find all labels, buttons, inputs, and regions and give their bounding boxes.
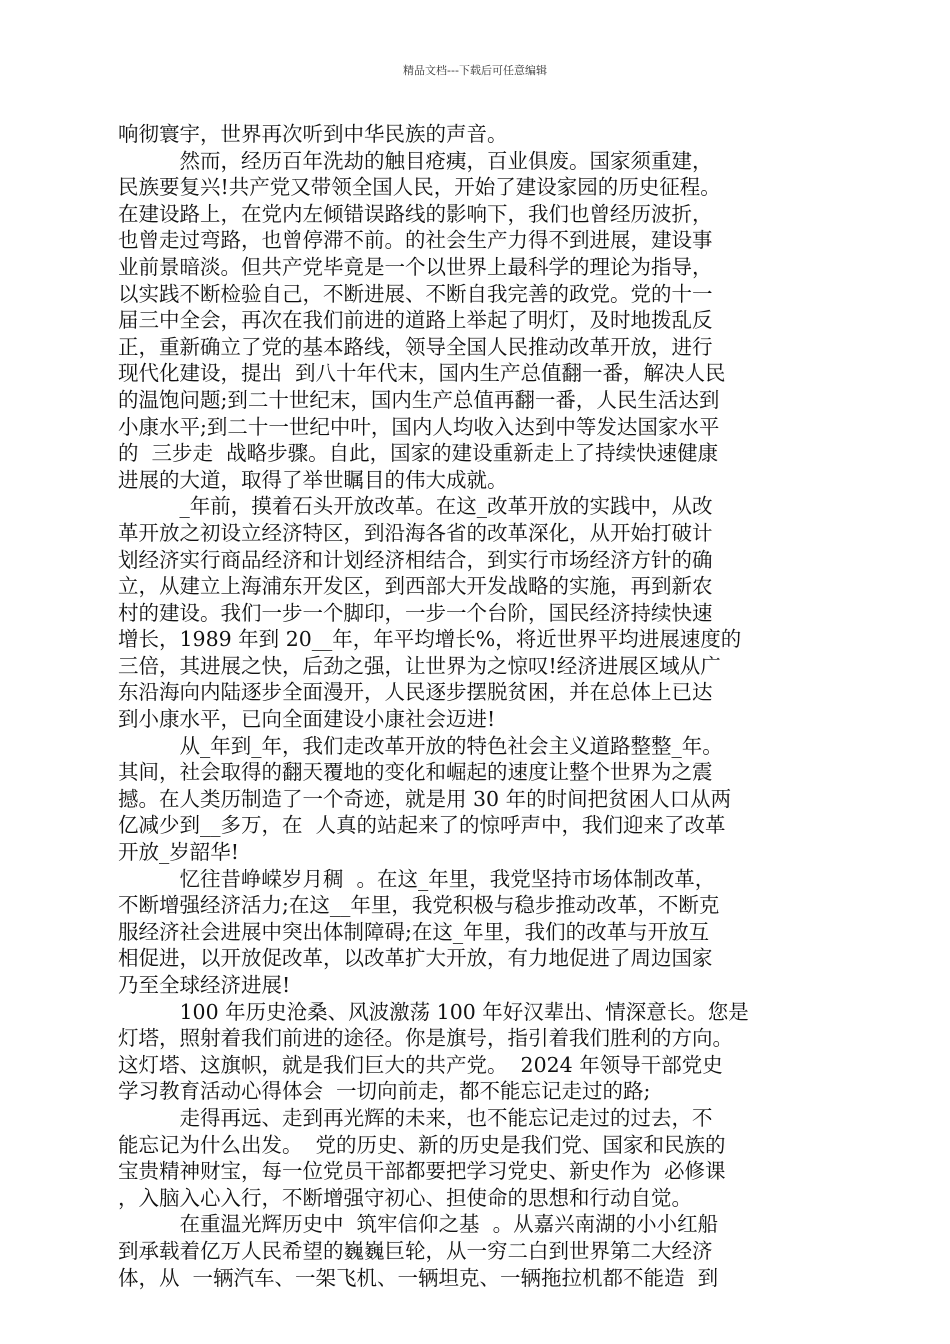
page-header: 精品文档---下载后可任意编辑 (403, 64, 547, 77)
text-line: ，入脑入心入行，不断增强守初心、担使命的思想和行动自觉。 (118, 1185, 692, 1210)
text-line: 其间，社会取得的翻天覆地的变化和崛起的速度让整个世界为之震 (118, 760, 713, 785)
text-line: 乃至全球经济进展! (118, 973, 291, 997)
text-line: 服经济社会进展中突出体制障碍;在这_年里，我们的改革与开放互 (118, 919, 710, 944)
text-line: 响彻寰宇，世界再次听到中华民族的声音。 (118, 122, 508, 146)
text-line: 撼。在人类历制造了一个奇迹，就是用 30 年的时间把贫困人口从两 (118, 786, 732, 811)
text-line: 在重温光辉历史中 筑牢信仰之基 。从嘉兴南湖的小小红船 (118, 1212, 719, 1237)
document-body (118, 121, 818, 1291)
text-line: 100 年历史沧桑、风波激荡 100 年好汉辈出、情深意长。您是 (118, 999, 749, 1024)
text-line: 业前景暗淡。但共产党毕竟是一个以世界上最科学的理论为指导， (118, 254, 713, 279)
text-line: 能忘记为什么出发。 党的历史、新的历史是我们党、国家和民族的 (118, 1132, 726, 1157)
text-line: 这灯塔、这旗帜，就是我们巨大的共产党。 2024 年领导干部党史 (118, 1052, 723, 1077)
text-line: 立，从建立上海浦东开发区，到西部大开发战略的实施，再到新农 (118, 574, 713, 599)
text-line: 民族要复兴!共产党又带领全国人民，开始了建设家园的历史征程。 (118, 175, 721, 200)
text-line: 也曾走过弯路，也曾停滞不前。的社会生产力得不到进展，建设事 (118, 228, 713, 253)
text-line: 走得再远、走到再光辉的未来，也不能忘记走过的过去，不 (118, 1105, 713, 1130)
text-line: 在建设路上，在党内左倾错误路线的影响下，我们也曾经历波折， (118, 201, 713, 226)
text-line: 进展的大道，取得了举世瞩目的伟大成就。 (118, 467, 508, 492)
text-line: 东沿海向内陆逐步全面漫开，人民逐步摆脱贫困，并在总体上已达 (118, 680, 713, 705)
text-line: 到承载着亿万人民希望的巍巍巨轮，从一穷二白到世界第二大经济 (118, 1238, 713, 1263)
text-line: 然而，经历百年洗劫的触目疮痍，百业俱废。国家须重建， (118, 148, 713, 173)
text-line: 体，从 一辆汽车、一架飞机、一辆坦克、一辆拖拉机都不能造 到 (118, 1265, 719, 1290)
text-line: 增长，1989 年到 20__年，年平均增长%，将近世界平均进展速度的 (118, 627, 742, 652)
text-line: 三倍，其进展之快，后劲之强，让世界为之惊叹!经济进展区域从广 (118, 653, 721, 678)
text-line: 的 三步走 战略步骤。自此，国家的建设重新走上了持续快速健康 (118, 441, 719, 466)
text-line: 届三中全会，再次在我们前进的道路上举起了明灯，及时地拨乱反 (118, 308, 713, 333)
text-line: 忆往昔峥嵘岁月稠 。在这_年里，我党坚持市场体制改革， (118, 866, 716, 891)
text-line: 不断增强经济活力;在这__年里，我党积极与稳步推动改革，不断克 (118, 893, 720, 918)
text-line: 革开放之初设立经济特区，到沿海各省的改革深化，从开始打破计 (118, 520, 713, 545)
text-line: 灯塔，照射着我们前进的途径。你是旗号，指引着我们胜利的方向。 (118, 1026, 733, 1051)
text-line: 正，重新确立了党的基本路线，领导全国人民推动改革开放，进行 (118, 334, 713, 359)
text-line: 开放_岁韶华! (118, 840, 239, 865)
text-line: 村的建设。我们一步一个脚印，一步一个台阶，国民经济持续快速 (118, 600, 713, 625)
text-line: 到小康水平，已向全面建设小康社会迈进! (118, 707, 496, 732)
text-line: 以实践不断检验自己，不断进展、不断自我完善的政党。党的十一 (118, 281, 713, 306)
text-line: 相促进，以开放促改革，以改革扩大开放，有力地促进了周边国家 (118, 946, 713, 971)
text-line: 划经济实行商品经济和计划经济相结合，到实行市场经济方针的确 (118, 547, 713, 572)
text-line: _年前，摸着石头开放改革。在这_改革开放的实践中，从改 (118, 494, 713, 519)
text-line: 小康水平;到二十一世纪中叶，国内人均收入达到中等发达国家水平 (118, 414, 720, 439)
text-line: 的温饱问题;到二十世纪末，国内生产总值再翻一番，人民生活达到 (118, 387, 720, 412)
text-line: 宝贵精神财宝，每一位党员干部都要把学习党史、新史作为 必修课 (118, 1159, 726, 1184)
text-line: 从_年到_年，我们走改革开放的特色社会主义道路整整_年。 (118, 733, 723, 758)
text-line: 学习教育活动心得体会 一切向前走，都不能忘记走过的路; (118, 1079, 651, 1104)
text-line: 亿减少到__多万，在 人真的站起来了的惊呼声中，我们迎来了改革 (118, 813, 726, 838)
text-line: 现代化建设，提出 到八十年代末，国内生产总值翻一番，解决人民 (118, 361, 726, 386)
